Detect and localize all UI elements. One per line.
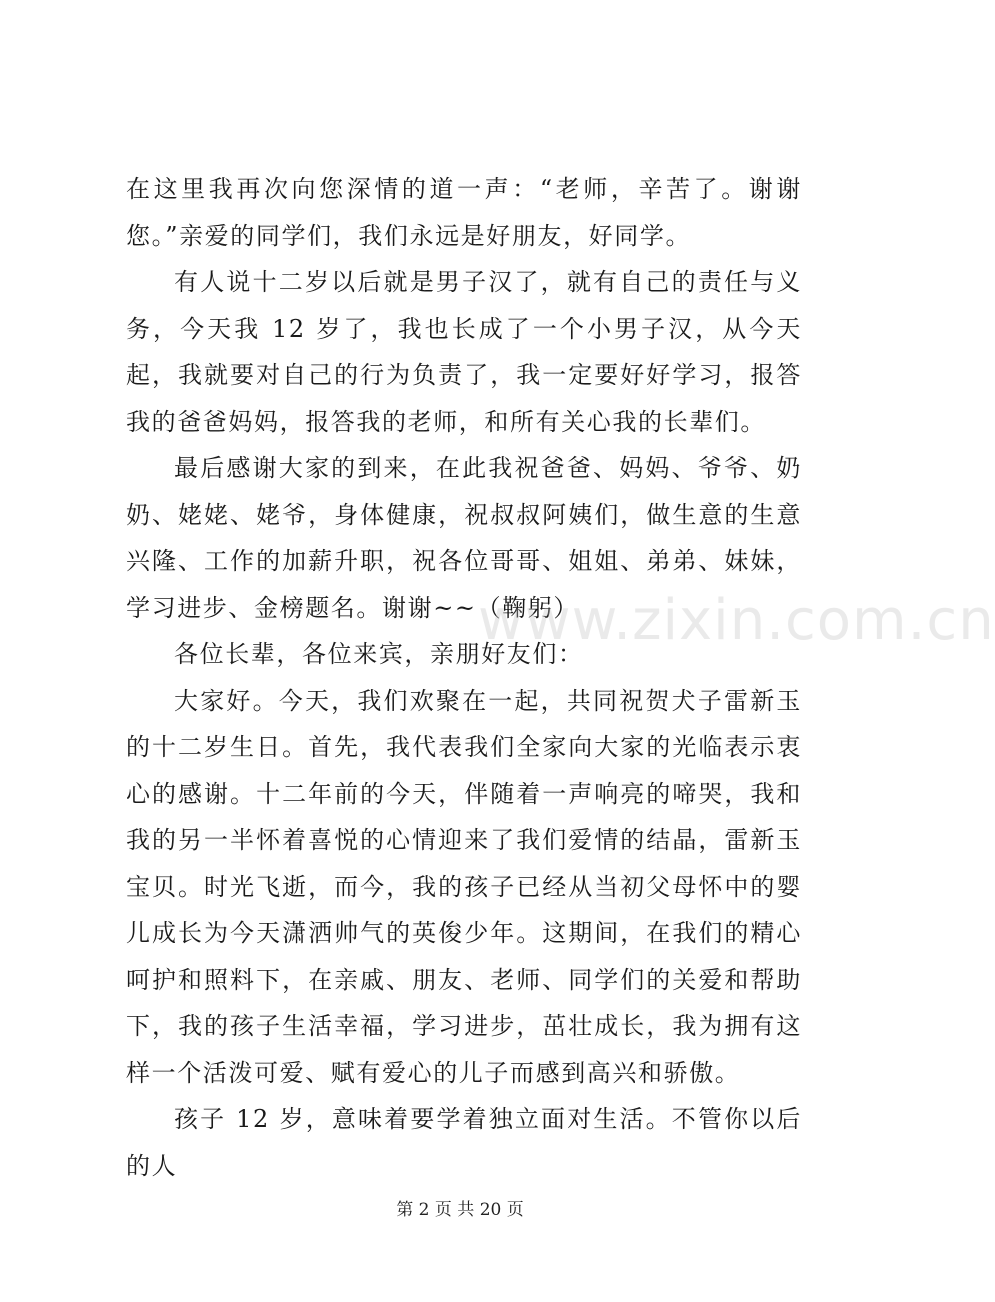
paragraph-6: 孩子 12 岁，意味着要学着独立面对生活。不管你以后的人 — [126, 1105, 802, 1180]
paragraph-5: 大家好。今天，我们欢聚在一起，共同祝贺犬子雷新玉的十二岁生日。首先，我代表我们全家向大家的光临表示衷心的感谢。十二年前的今天，伴随着一声响亮的啼哭，我和我的另一半怀着喜悦的心情迎来了我们爱情的结晶，雷新玉宝贝。时光飞逝，而今，我的孩子已经从当初父母怀中的婴儿成长为今天潇洒帅气的英俊少年。这期间，在我们的精心呵护和照料下，在亲戚、朋友、老师、同学们的关爱和帮助下，我的孩子生活幸福，学习进步，茁壮成长，我为拥有这样一个活泼可爱、赋有爱心的儿子而感到高兴和骄傲。 — [126, 686, 802, 1087]
paragraph-1: 在这里我再次向您深情的道一声：“老师，辛苦了。谢谢您。”亲爱的同学们，我们永远是好朋友，好同学。 — [126, 175, 802, 250]
paragraph-2: 有人说十二岁以后就是男子汉了，就有自己的责任与义务，今天我 12 岁了，我也长成了一个小男子汉，从今天起，我就要对自己的行为负责了，我一定要好好学习，报答我的爸爸妈妈，报答我的老师，和所有关心我的长辈们。 — [126, 268, 802, 436]
watermark: www.zixin.com.cn — [478, 588, 995, 653]
paragraph-3: 最后感谢大家的到来，在此我祝爸爸、妈妈、爷爷、奶奶、姥姥、姥爷，身体健康，祝叔叔阿姨们，做生意的生意兴隆、工作的加薪升职，祝各位哥哥、姐姐、弟弟、妹妹，学习进步、金榜题名。谢谢~~（鞠躬） — [126, 454, 802, 622]
page-footer: 第 2 页 共 20 页 — [396, 1200, 524, 1220]
paragraph-4: 各位长辈，各位来宾，亲朋好友们： — [174, 640, 584, 668]
document-body — [126, 166, 802, 1189]
